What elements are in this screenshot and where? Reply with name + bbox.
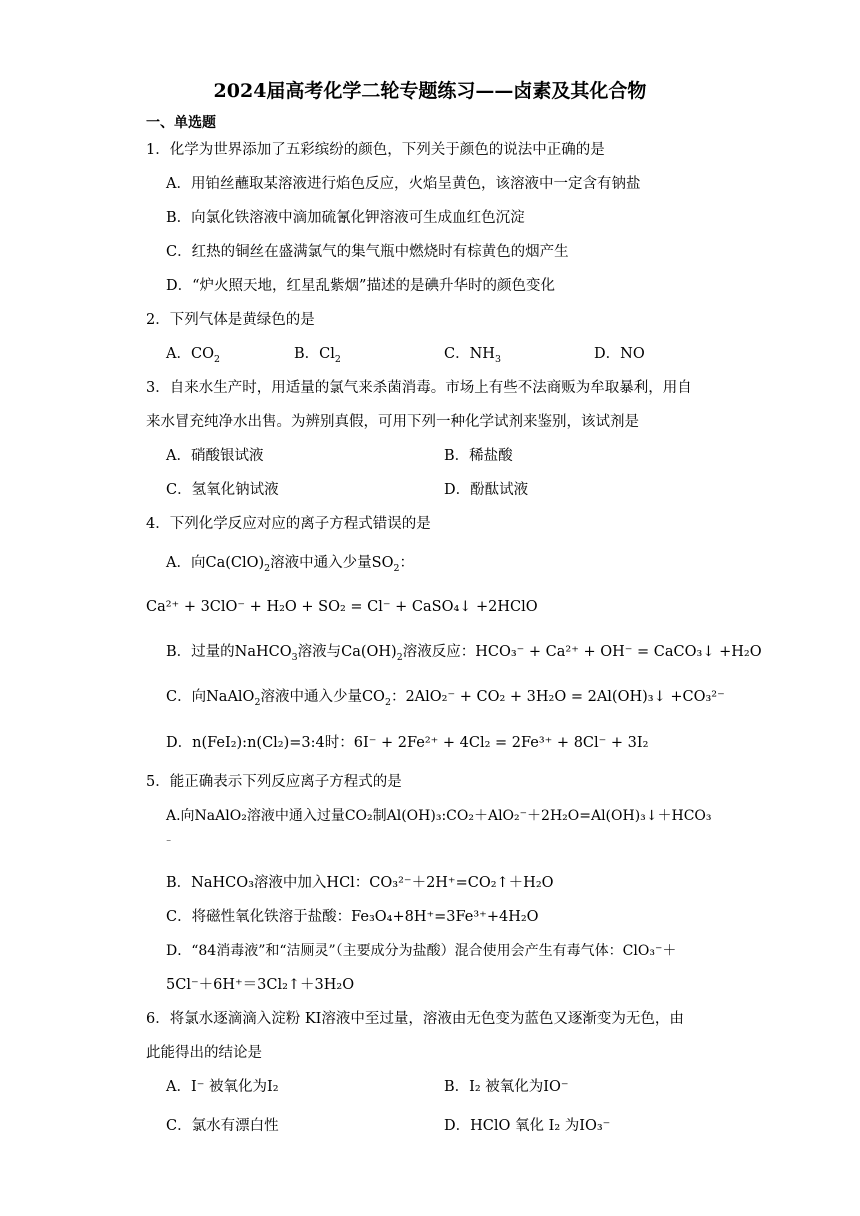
q4-b-formula-caoh2: $Ca(OH)_2$ (341, 644, 403, 663)
q2-a-text: A．CO (166, 346, 214, 362)
question-4-option-d (166, 733, 648, 753)
question-6-stem-line2: 此能得出的结论是 (146, 1045, 262, 1061)
question-3-option-c: C．氢氧化钠试液 (166, 482, 279, 498)
q4-d-text1: D． (166, 735, 193, 751)
q4-a-formula-caclo2: $Ca(ClO)_2$ (205, 555, 271, 574)
q4-d-text2: 时： (324, 735, 354, 751)
question-5-option-d-line2: 5Cl⁻＋6H⁺＝3Cl₂↑＋3H₂O (166, 977, 355, 993)
question-1-option-d: D．“炉火照天地，红星乱紫烟”描述的是碘升华时的颜色变化 (166, 278, 555, 294)
question-6-option-b: B．I₂ 被氧化为IO⁻ (444, 1079, 569, 1095)
q2-c-text: C．NH (444, 346, 495, 362)
question-2-option-a (166, 344, 220, 364)
q4-b-text2: 溶液与 (297, 644, 342, 660)
question-1-stem: 1．化学为世界添加了五彩缤纷的颜色，下列关于颜色的说法中正确的是 (146, 142, 605, 158)
question-6-option-c: C．氯水有漂白性 (166, 1118, 279, 1134)
question-4-option-c (166, 687, 725, 707)
q4-d-equation: 6I⁻ + 2Fe²⁺ + 4Cl₂ = 2Fe³⁺ + 8Cl⁻ + 3I₂ (353, 735, 649, 751)
q4-a-text3: ： (399, 555, 414, 571)
question-4-option-b (166, 642, 762, 662)
q4-c-equation: 2AlO₂⁻ + CO₂ + 3H₂O = 2Al(OH)₃↓ +CO₃²⁻ (405, 689, 725, 705)
page-title: 2024届高考化学二轮专题练习——卤素及其化合物 (213, 80, 647, 102)
question-1-option-a: A．用铂丝蘸取某溶液进行焰色反应，火焰呈黄色，该溶液中一定含有钠盐 (166, 176, 641, 192)
question-4-stem: 4．下列化学反应对应的离子方程式错误的是 (146, 516, 431, 532)
question-2-option-b (294, 344, 341, 364)
question-5-option-c: C．将磁性氧化铁溶于盐酸：Fe₃O₄+8H⁺=3Fe³⁺+4H₂O (166, 909, 539, 925)
question-3-option-a: A．硝酸银试液 (166, 448, 264, 464)
q4-b-formula-nahco3: NaHCO$_3$ (234, 644, 298, 663)
question-5-option-d-line1: D．“84消毒液”和“洁厕灵”（主要成分为盐酸）混合使用会产生有毒气体：ClO₃⁻＋ (166, 943, 677, 959)
q4-a-text2: 溶液中通入少量 (270, 555, 372, 571)
question-3-option-b: B．稀盐酸 (444, 448, 513, 464)
question-3-stem-line1: 3．自来水生产时，用适量的氯气来杀菌消毒。市场上有些不法商贩为牟取暴利，用自 (146, 380, 692, 396)
question-6-stem-line1: 6．将氯水逐滴滴入淀粉 KI溶液中至过量，溶液由无色变为蓝色又逐渐变为无色，由 (146, 1011, 684, 1027)
question-5-stem: 5．能正确表示下列反应离子方程式的是 (146, 774, 402, 790)
question-2-option-c (444, 344, 501, 364)
question-2-stem: 2．下列气体是黄绿色的是 (146, 312, 315, 328)
q4-c-formula-co2: $CO_2$ (361, 689, 391, 708)
question-1-option-c: C．红热的铜丝在盛满氯气的集气瓶中燃烧时有棕黄色的烟产生 (166, 244, 569, 260)
question-5-option-a-line2: ⁻ (166, 838, 172, 849)
q4-c-text3: ： (390, 689, 406, 705)
q4-b-equation: HCO₃⁻ + Ca²⁺ + OH⁻ = CaCO₃↓ +H₂O (475, 644, 762, 660)
q4-c-formula-naalo2: NaAlO$_2$ (206, 689, 261, 708)
question-5-option-a-line1: A.向NaAlO₂溶液中通入过量CO₂制Al(OH)₃:CO₂＋AlO₂⁻＋2H₂O=Al(OH)₃↓＋HCO₃ (166, 808, 712, 824)
q2-b-sub: 2 (334, 353, 341, 365)
question-1-option-b: B．向氯化铁溶液中滴加硫氰化钾溶液可生成血红色沉淀 (166, 210, 525, 226)
q4-b-text3: 溶液反应： (402, 644, 476, 660)
q2-a-sub: 2 (213, 353, 220, 365)
question-6-option-a: A．I⁻ 被氧化为I₂ (166, 1079, 279, 1095)
q4-b-text1: B．过量的 (166, 644, 235, 660)
question-3-stem-line2: 来水冒充纯净水出售。为辨别真假，可用下列一种化学试剂来鉴别，该试剂是 (146, 414, 639, 430)
q2-c-sub: 3 (494, 353, 501, 365)
question-4-option-a-equation: Ca²⁺ + 3ClO⁻ + H₂O + SO₂ = Cl⁻ + CaSO₄↓ +2HClO (146, 599, 538, 615)
q4-a-text1: A．向 (166, 555, 206, 571)
section-heading: 一、单选题 (146, 115, 216, 131)
q4-d-ratio: n(FeI₂):n(Cl₂)=3:4 (192, 735, 325, 751)
question-5-option-b: B．NaHCO₃溶液中加入HCl：CO₃²⁻＋2H⁺=CO₂↑＋H₂O (166, 875, 554, 891)
q2-b-text: B．Cl (294, 346, 335, 362)
question-2-option-d: D．NO (594, 346, 645, 362)
q4-a-formula-so2: $SO_2$ (371, 555, 400, 574)
q4-c-text1: C．向 (166, 689, 207, 705)
q4-c-text2: 溶液中通入少量 (260, 689, 362, 705)
question-4-option-a (166, 553, 414, 573)
question-3-option-d: D．酚酞试液 (444, 482, 529, 498)
question-6-option-d: D．HClO 氧化 I₂ 为IO₃⁻ (444, 1118, 611, 1134)
